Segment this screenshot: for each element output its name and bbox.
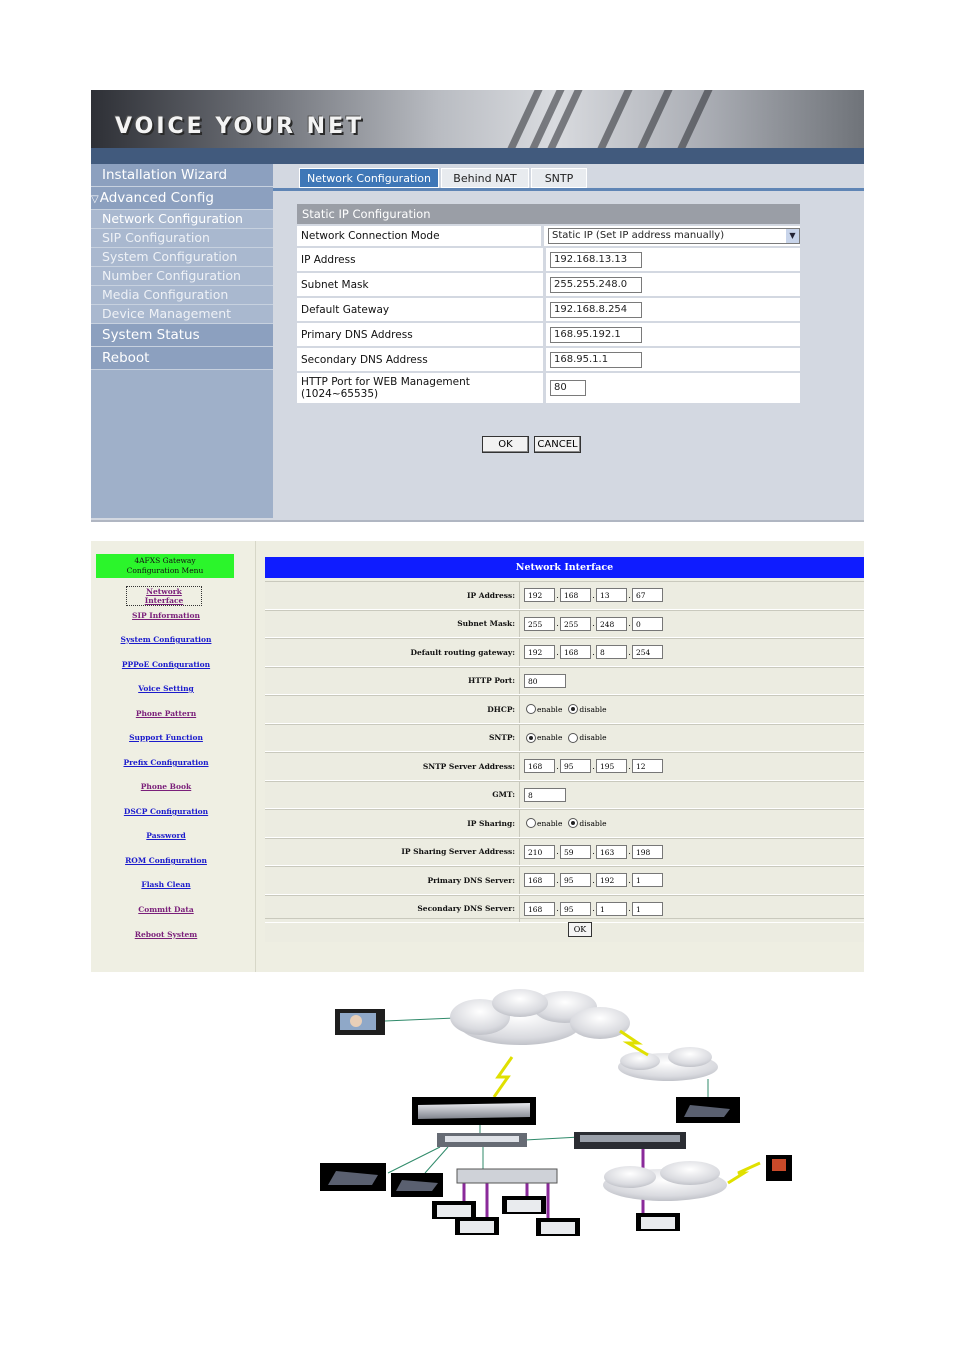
section-title: Static IP Configuration <box>297 204 800 224</box>
videophone-icon <box>335 1009 385 1035</box>
header-banner <box>91 90 864 148</box>
ip-sharing-octet-2[interactable]: 59 <box>560 845 591 859</box>
wireless-link-icon <box>620 1031 648 1055</box>
ip-phone-icon <box>432 1201 476 1219</box>
sidebar-item-label: Advanced Config <box>99 190 214 206</box>
sntp-enable-label: enable <box>537 733 563 743</box>
menu-link-prefix-configuration[interactable]: Prefix Configuration <box>123 758 209 767</box>
gateway-octet-4[interactable]: 254 <box>632 645 663 659</box>
row-sntp-server: SNTP Server Address: 168 . 95 . 195 . 12 <box>265 752 864 781</box>
ip-sharing-enable-radio[interactable] <box>526 818 536 828</box>
sntp-octet-2[interactable]: 95 <box>560 759 591 773</box>
dns1-octet-2[interactable]: 95 <box>560 873 591 887</box>
row-gmt <box>265 781 864 810</box>
row-primary-dns: Primary DNS Server: 168 . 95 . 192 . 1 <box>265 866 864 895</box>
ip-sharing-octet-3[interactable]: 163 <box>596 845 627 859</box>
ip-sharing-disable-radio[interactable] <box>568 818 578 828</box>
sidebar-item-sip-configuration[interactable]: SIP Configuration <box>91 229 273 248</box>
dns2-octet-4[interactable]: 1 <box>632 902 663 916</box>
ip-sharing-label: IP Sharing: <box>265 810 520 837</box>
ip-phone-icon <box>455 1217 499 1235</box>
subnet-mask-input[interactable]: 255.255.248.0 <box>550 277 642 293</box>
sidebar-item-advanced-config[interactable] <box>91 187 273 210</box>
row-http-port <box>265 667 864 696</box>
sidebar-nav <box>91 164 273 518</box>
gateway-octet-1[interactable]: 192 <box>524 645 555 659</box>
header-bar <box>91 148 864 164</box>
wireless-link-icon <box>728 1163 760 1183</box>
secondary-dns-label: Secondary DNS Server: <box>265 896 520 923</box>
sidebar-item-number-configuration[interactable]: Number Configuration <box>91 267 273 286</box>
sntp-label: SNTP: <box>265 725 520 752</box>
connection-mode-select[interactable] <box>548 228 800 244</box>
dhcp-disable-label: disable <box>579 704 607 714</box>
tab-sntp[interactable]: SNTP <box>531 168 587 188</box>
menu-link-password[interactable]: Password <box>146 831 186 840</box>
gateway-device-icon <box>412 1097 536 1125</box>
config-menu <box>91 541 256 972</box>
dns2-octet-3[interactable]: 1 <box>596 902 627 916</box>
default-gateway-input[interactable]: 192.168.8.254 <box>550 302 642 318</box>
menu-link-system-configuration[interactable]: System Configuration <box>120 635 212 644</box>
tab-behind-nat[interactable]: Behind NAT <box>441 168 529 188</box>
row-ip-sharing-server: IP Sharing Server Address: 210 . 59 . 163 . 198 <box>265 838 864 867</box>
ip-sharing-octet-4[interactable]: 198 <box>632 845 663 859</box>
ip-address-input[interactable]: 192.168.13.13 <box>550 252 642 268</box>
primary-dns-label: Primary DNS Server: <box>265 867 520 894</box>
dns1-octet-3[interactable]: 192 <box>596 873 627 887</box>
submit-row <box>265 918 864 941</box>
gmt-label: GMT: <box>265 782 520 809</box>
dhcp-enable-radio[interactable] <box>526 704 536 714</box>
static-ip-form <box>297 204 800 403</box>
sntp-enable-radio[interactable] <box>526 733 536 743</box>
field-label-http-port <box>297 373 543 403</box>
tab-underline <box>273 188 864 191</box>
pstn-cloud <box>618 1047 718 1081</box>
ip-phone-icon <box>502 1196 546 1214</box>
sidebar-item-media-configuration[interactable]: Media Configuration <box>91 286 273 305</box>
row-ip-address: IP Address: 192 . 168 . 13 . 67 <box>265 581 864 610</box>
router-device-icon <box>574 1132 686 1149</box>
http-port-label: HTTP Port for WEB Management <box>301 376 470 388</box>
phone-icon <box>320 1163 386 1191</box>
connection-mode-value: Static IP (Set IP address manually) <box>552 230 725 241</box>
menu-link-network-interface[interactable]: Network Interface <box>126 586 202 606</box>
phone-icon <box>676 1097 740 1123</box>
dns2-octet-2[interactable]: 95 <box>560 902 591 916</box>
http-port-label: HTTP Port: <box>265 668 520 695</box>
page-title: Network Interface <box>265 557 864 578</box>
phone-icon <box>391 1173 443 1197</box>
dhcp-enable-label: enable <box>537 704 563 714</box>
sntp-octet-1[interactable]: 168 <box>524 759 555 773</box>
ip-sharing-server-label: IP Sharing Server Address: <box>265 839 520 866</box>
sidebar-item-device-management[interactable]: Device Management <box>91 305 273 324</box>
menu-title-line1: 4AFXS Gateway <box>134 556 196 565</box>
gateway-octet-3[interactable]: 8 <box>596 645 627 659</box>
wireless-link-icon <box>494 1057 512 1097</box>
menu-link-reboot-system[interactable]: Reboot System <box>134 930 198 939</box>
mobile-phone-icon <box>766 1155 792 1181</box>
http-port-input[interactable]: 80 <box>524 674 566 688</box>
menu-link-dscp-configuration[interactable]: DSCP Configuration <box>123 807 209 816</box>
field-label-default-gateway: Default Gateway <box>297 298 543 321</box>
internet-cloud <box>450 989 630 1045</box>
sntp-octet-3[interactable]: 195 <box>596 759 627 773</box>
chevron-down-icon[interactable]: ▼ <box>786 229 799 243</box>
row-subnet-mask: Subnet Mask: 255 . 255 . 248 . 0 <box>265 610 864 639</box>
secondary-dns-input[interactable]: 168.95.1.1 <box>550 352 642 368</box>
dhcp-label: DHCP: <box>265 696 520 723</box>
sidebar-item-reboot[interactable]: Reboot <box>91 347 273 370</box>
ip-phone-icon <box>536 1218 580 1236</box>
tab-network-configuration[interactable]: Network Configuration <box>299 168 439 188</box>
sntp-server-label: SNTP Server Address: <box>265 753 520 780</box>
field-label-secondary-dns: Secondary DNS Address <box>297 348 543 371</box>
row-ip-sharing <box>265 809 864 838</box>
menu-link-flash-clean[interactable]: Flash Clean <box>141 880 191 889</box>
row-dhcp <box>265 695 864 724</box>
ip-sharing-octet-1[interactable]: 210 <box>524 845 555 859</box>
row-sntp <box>265 724 864 753</box>
mask-octet-1[interactable]: 255 <box>524 617 555 631</box>
voice-your-net-config-panel <box>91 90 864 522</box>
field-label-subnet-mask: Subnet Mask <box>297 273 543 296</box>
sntp-octet-4[interactable]: 12 <box>632 759 663 773</box>
http-port-range: (1024~65535) <box>301 388 379 400</box>
mask-octet-2[interactable]: 255 <box>560 617 591 631</box>
network-switch-icon <box>437 1133 527 1147</box>
dns1-octet-4[interactable]: 1 <box>632 873 663 887</box>
ip-phone-icon <box>636 1213 680 1231</box>
network-diagram <box>0 985 954 1245</box>
field-label-ip-address: IP Address <box>297 248 543 271</box>
ip-octet-2[interactable]: 168 <box>560 588 591 602</box>
ip-sharing-disable-label: disable <box>579 818 607 828</box>
mask-octet-4[interactable]: 0 <box>632 617 663 631</box>
menu-link-rom-configuration[interactable]: ROM Configuration <box>125 856 207 865</box>
sidebar-item-system-status[interactable]: System Status <box>91 324 273 347</box>
menu-link-sip-information[interactable]: SIP Information <box>132 611 200 620</box>
dhcp-disable-radio[interactable] <box>568 704 578 714</box>
primary-dns-input[interactable]: 168.95.192.1 <box>550 327 642 343</box>
mask-octet-3[interactable]: 248 <box>596 617 627 631</box>
triangle-down-icon: ▽ <box>91 194 99 205</box>
ip-address-label: IP Address: <box>265 582 520 609</box>
ip-sharing-enable-label: enable <box>537 818 563 828</box>
menu-link-voice-setting[interactable]: Voice Setting <box>138 684 194 693</box>
dns1-octet-1[interactable]: 168 <box>524 873 555 887</box>
menu-link-commit-data[interactable]: Commit Data <box>138 905 194 914</box>
ok-button[interactable]: OK <box>568 922 592 937</box>
lan-cloud <box>603 1161 727 1201</box>
field-label-connection-mode: Network Connection Mode <box>297 226 541 246</box>
cancel-button[interactable]: CANCEL <box>534 436 581 453</box>
gateway-config-panel <box>91 541 864 972</box>
ip-octet-1[interactable]: 192 <box>524 588 555 602</box>
gmt-input[interactable]: 8 <box>524 788 566 802</box>
ip-octet-3[interactable]: 13 <box>596 588 627 602</box>
menu-link-support-function[interactable]: Support Function <box>129 733 203 742</box>
row-secondary-dns: Secondary DNS Server: 168 . 95 . 1 . 1 <box>265 895 864 924</box>
menu-title-line2: Configuration Menu <box>126 566 204 575</box>
gateway-octet-2[interactable]: 168 <box>560 645 591 659</box>
menu-link-phone-pattern[interactable]: Phone Pattern <box>135 709 197 718</box>
sntp-disable-label: disable <box>579 733 607 743</box>
brand-logo: VOICE YOUR NET <box>115 114 365 139</box>
network-interface-form <box>265 581 864 923</box>
panel-bottom-border <box>91 520 864 522</box>
sntp-disable-radio[interactable] <box>568 733 578 743</box>
field-label-primary-dns: Primary DNS Address <box>297 323 543 346</box>
http-port-input[interactable]: 80 <box>550 380 586 396</box>
sidebar-item-system-configuration[interactable]: System Configuration <box>91 248 273 267</box>
hub-device-icon <box>457 1169 557 1183</box>
sidebar-item-network-configuration[interactable]: Network Configuration <box>91 210 273 229</box>
gateway-label: Default routing gateway: <box>265 639 520 666</box>
row-default-gateway: Default routing gateway: 192 . 168 . 8 . 254 <box>265 638 864 667</box>
menu-link-phone-book[interactable]: Phone Book <box>140 782 192 791</box>
ok-button[interactable]: OK <box>482 436 529 453</box>
menu-title <box>96 554 234 578</box>
dns2-octet-1[interactable]: 168 <box>524 902 555 916</box>
ip-octet-4[interactable]: 67 <box>632 588 663 602</box>
menu-link-pppoe-configuration[interactable]: PPPoE Configuration <box>121 660 211 669</box>
sidebar-item-installation-wizard[interactable]: Installation Wizard <box>91 164 273 187</box>
subnet-mask-label: Subnet Mask: <box>265 611 520 638</box>
